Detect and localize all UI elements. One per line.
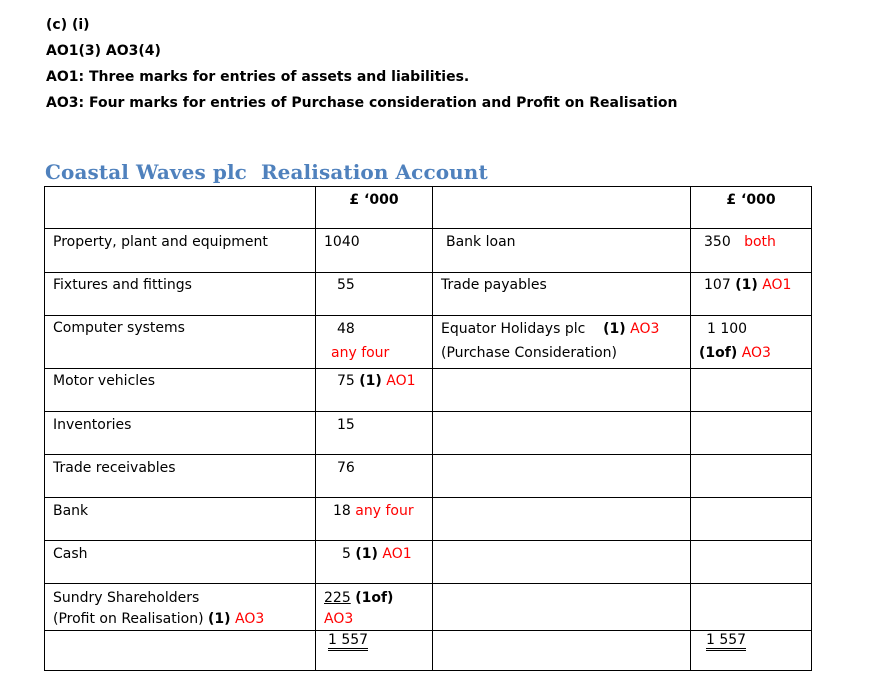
debit-label: Cash — [45, 541, 316, 584]
mark-note: AO3 — [630, 321, 660, 337]
credit-amount: 1 100 (1of) AO3 — [691, 316, 812, 369]
debit-label: Trade receivables — [45, 455, 316, 498]
debit-amount: 75 (1) AO1 — [316, 369, 433, 412]
mark-note: AO3 — [741, 345, 771, 361]
ao1-criteria: AO1: Three marks for entries of assets and liabilities. — [46, 69, 470, 85]
mark-note: AO1 — [762, 277, 792, 293]
table-row — [45, 316, 812, 369]
table-row — [45, 229, 812, 273]
ao3-criteria: AO3: Four marks for entries of Purchase consideration and Profit on Realisation — [46, 95, 678, 111]
credit-amount: 107 (1) AO1 — [691, 273, 812, 316]
debit-label: Inventories — [45, 412, 316, 455]
debit-label: Sundry Shareholders (Profit on Realisation) (1) AO3 — [45, 584, 316, 631]
totals-row — [45, 631, 812, 671]
debit-label: Property, plant and equipment — [45, 229, 316, 273]
debit-amount: 1040 — [316, 229, 433, 273]
table-row — [45, 541, 812, 584]
total-credit: 1 557 — [706, 633, 746, 651]
debit-label: Fixtures and fittings — [45, 273, 316, 316]
credit-label: Equator Holidays plc (1) AO3 (Purchase Consideration) — [433, 316, 691, 369]
debit-label: Bank — [45, 498, 316, 541]
debit-amount: 48 any four — [316, 316, 433, 369]
debit-label: Motor vehicles — [45, 369, 316, 412]
credit-label: Bank loan — [433, 229, 691, 273]
debit-amount: 5 (1) AO1 — [316, 541, 433, 584]
debit-amount: 55 — [316, 273, 433, 316]
total-debit: 1 557 — [328, 633, 368, 651]
debit-label: Computer systems — [45, 316, 316, 369]
debit-amount: 76 — [316, 455, 433, 498]
table-row — [45, 412, 812, 455]
mark-note: any four — [331, 345, 390, 361]
table-row — [45, 369, 812, 412]
table-row — [45, 455, 812, 498]
credit-amount: 350 both — [691, 229, 812, 273]
currency-header-right: £ ‘000 — [726, 192, 776, 208]
account-name: Realisation Account — [260, 160, 488, 184]
mark-note: AO1 — [382, 546, 412, 562]
table-row — [45, 584, 812, 631]
mark-note: any four — [355, 503, 414, 519]
mark-allocation: AO1(3) AO3(4) — [46, 43, 161, 59]
question-ref: (c) (i) — [46, 17, 90, 33]
currency-header-left: £ ‘000 — [349, 192, 399, 208]
mark-note: AO1 — [386, 373, 416, 389]
credit-label: Trade payables — [433, 273, 691, 316]
realisation-account-table — [44, 186, 812, 671]
table-row — [45, 498, 812, 541]
table-row — [45, 273, 812, 316]
debit-amount: 225 (1of) AO3 — [316, 584, 433, 631]
mark-note: AO3 — [235, 611, 265, 627]
table-header-row — [45, 187, 812, 229]
mark-note: both — [744, 234, 776, 250]
debit-amount: 15 — [316, 412, 433, 455]
account-title — [45, 160, 488, 184]
debit-amount: 18 any four — [316, 498, 433, 541]
company-name: Coastal Waves plc — [45, 160, 247, 184]
mark-note: AO3 — [324, 611, 354, 627]
